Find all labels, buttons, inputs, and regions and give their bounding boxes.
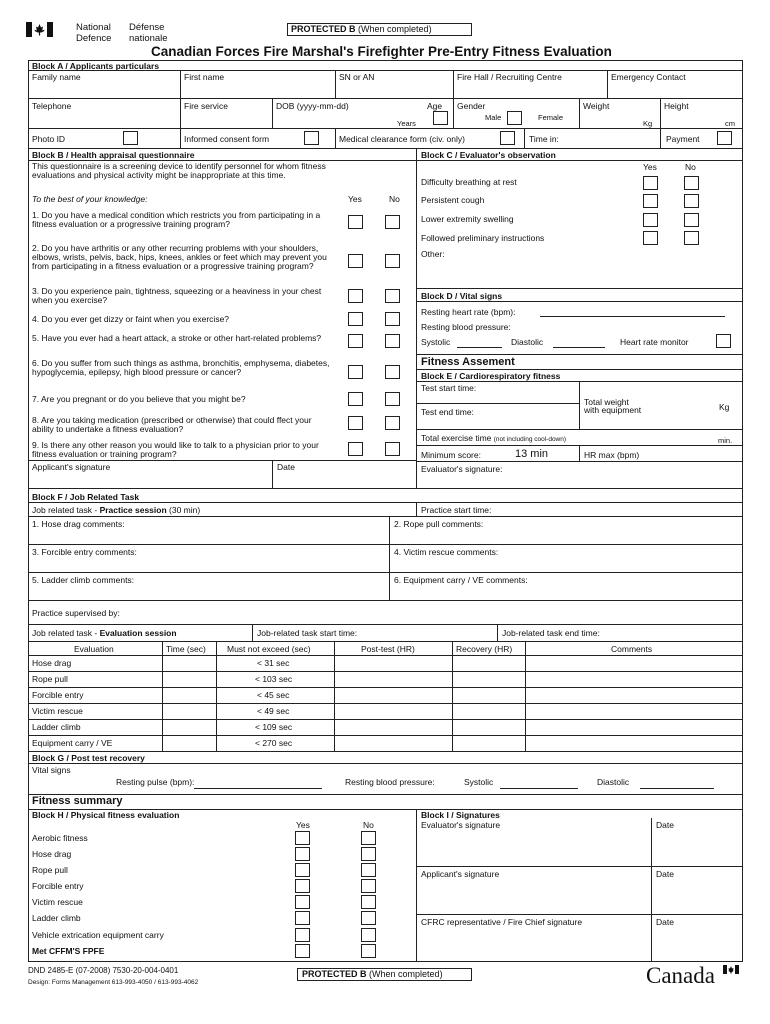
row-equipment-carry: Equipment carry / VE: [32, 738, 113, 748]
vehicle-extrication-yes-checkbox[interactable]: [295, 928, 310, 942]
row-forcible-entry-max: < 45 sec: [257, 690, 290, 700]
summary-hose-drag: Hose drag: [32, 849, 72, 859]
total-weight-kg-label: Kg: [719, 402, 730, 412]
protected-label-top: PROTECTED B (When completed): [291, 24, 432, 34]
block-d-title: Block D / Vital signs: [421, 291, 503, 301]
minimum-score-label: Minimum score:: [421, 450, 481, 460]
obs-instructions-yes-checkbox[interactable]: [643, 231, 658, 245]
summary-rope-pull: Rope pull: [32, 865, 68, 875]
fitness-summary-heading: Fitness summary: [32, 795, 123, 807]
q4-yes-checkbox[interactable]: [348, 312, 363, 326]
form-number: DND 2485-E (07-2008) 7530-20-004-0401: [28, 966, 179, 975]
time-in-label: Time in:: [529, 134, 559, 144]
eval-end-label: Job-related task end time:: [502, 628, 600, 638]
practice-supervised-label: Practice supervised by:: [32, 608, 120, 618]
q2-yes-checkbox[interactable]: [348, 254, 363, 268]
question-1: 1. Do you have a medical condition which restricts you from participating in a fitness evaluation or a progressive training program?: [32, 210, 321, 229]
vehicle-extrication-no-checkbox[interactable]: [361, 928, 376, 942]
met-cffm-no-checkbox[interactable]: [361, 944, 376, 958]
q7-yes-checkbox[interactable]: [348, 392, 363, 406]
forcible-entry-no-checkbox[interactable]: [361, 879, 376, 893]
obs-cough-yes-checkbox[interactable]: [643, 194, 658, 208]
row-hose-drag-max: < 31 sec: [257, 658, 290, 668]
q8-no-checkbox[interactable]: [385, 416, 400, 430]
nationale-label: nationale: [129, 33, 168, 44]
met-cffm-yes-checkbox[interactable]: [295, 944, 310, 958]
male-label: Male: [485, 113, 502, 122]
obs-swelling: Lower extremity swelling: [421, 214, 514, 224]
summary-victim-rescue: Victim rescue: [32, 897, 83, 907]
emergency-contact-label: Emergency Contact: [611, 72, 686, 82]
systolic-label: Systolic: [421, 337, 451, 347]
hose-drag-yes-checkbox[interactable]: [295, 847, 310, 861]
q1-yes-checkbox[interactable]: [348, 215, 363, 229]
block-c-no-header: No: [685, 162, 696, 172]
resting-bp-label: Resting blood pressure:: [421, 322, 511, 332]
total-weight-label: Total weight: [584, 397, 629, 407]
obs-instructions-no-checkbox[interactable]: [684, 231, 699, 245]
total-exercise-min-label: min.: [718, 436, 733, 445]
payment-label: Payment: [666, 134, 700, 144]
row-rope-pull-max: < 103 sec: [255, 674, 293, 684]
q2-no-checkbox[interactable]: [385, 254, 400, 268]
medical-clearance-checkbox[interactable]: [500, 131, 515, 145]
cm-label: cm: [725, 119, 735, 128]
q3-yes-checkbox[interactable]: [348, 289, 363, 303]
female-label: Female: [538, 113, 564, 122]
protected-label-bottom: PROTECTED B (When completed): [302, 969, 443, 979]
question-6: 6. Do you suffer from such things as asthma, bronchitis, emphysema, diabetes, hypoglycemia, epilepsy, high blood pressure or cancer?: [32, 358, 330, 377]
forcible-entry-comments-label: 3. Forcible entry comments:: [32, 547, 137, 557]
fire-service-label: Fire service: [184, 101, 228, 111]
fitness-assessment-heading: Fitness Assement: [421, 356, 515, 368]
cfrc-signature-label: CFRC representative / Fire Chief signature: [421, 917, 583, 927]
aerobic-no-checkbox[interactable]: [361, 831, 376, 845]
block-b-title: Block B / Health appraisal questionnaire: [32, 150, 195, 160]
obs-swelling-yes-checkbox[interactable]: [643, 213, 658, 227]
forcible-entry-yes-checkbox[interactable]: [295, 879, 310, 893]
obs-swelling-no-checkbox[interactable]: [684, 213, 699, 227]
question-4: 4. Do you ever get dizzy or faint when you exercise?: [32, 314, 230, 324]
q7-no-checkbox[interactable]: [385, 392, 400, 406]
obs-breathing: Difficulty breathing at rest: [421, 177, 517, 187]
post-bp-label: Resting blood pressure:: [345, 777, 435, 787]
block-c-yes-header: Yes: [643, 162, 657, 172]
post-systolic-label: Systolic: [464, 777, 494, 787]
practice-session-label: Job related task - Practice session (30 min): [32, 505, 201, 515]
height-label: Height: [664, 101, 689, 111]
kg-label: Kg: [643, 119, 653, 128]
wordmark-flag-icon: [723, 965, 739, 974]
q3-no-checkbox[interactable]: [385, 289, 400, 303]
summary-ladder-climb: Ladder climb: [32, 913, 81, 923]
col-comments: Comments: [611, 644, 653, 654]
applicant-signature-label: Applicant's signature: [32, 462, 111, 472]
page-title: Canadian Forces Fire Marshal's Firefighter Pre-Entry Fitness Evaluation: [151, 44, 612, 59]
question-3: 3. Do you experience pain, tightness, squeezing or a heaviness in your chest when you exercise?: [32, 286, 322, 305]
question-2: 2. Do you have arthritis or any other recurring problems with your shoulders, elbows, wrists, pelvis, back, hips, knees, ankles or feet which may prevent you from participating in a fitness evaluation or a progressive training program?: [32, 243, 327, 271]
block-b-no-header: No: [389, 194, 400, 204]
row-hose-drag: Hose drag: [32, 658, 72, 668]
obs-breathing-yes-checkbox[interactable]: [643, 176, 658, 190]
best-knowledge-label: To the best of your knowledge:: [32, 194, 148, 204]
col-evaluation: Evaluation: [74, 644, 114, 654]
col-post-test: Post-test (HR): [361, 644, 415, 654]
hose-drag-no-checkbox[interactable]: [361, 847, 376, 861]
vital-signs-label: Vital signs: [32, 765, 71, 775]
fire-hall-label: Fire Hall / Recruiting Centre: [457, 72, 562, 82]
summary-vehicle-extrication: Vehicle extrication equipment carry: [32, 930, 164, 940]
victim-rescue-comments-label: 4. Victim rescue comments:: [394, 547, 499, 557]
row-victim-rescue: Victim rescue: [32, 706, 83, 716]
q6-yes-checkbox[interactable]: [348, 365, 363, 379]
photo-id-label: Photo ID: [32, 134, 66, 144]
question-5: 5. Have you ever had a heart attack, a stroke or other hart-related problems?: [32, 333, 322, 343]
aerobic-yes-checkbox[interactable]: [295, 831, 310, 845]
age-label: Age: [427, 101, 443, 111]
practice-start-label: Practice start time:: [421, 505, 492, 515]
q6-no-checkbox[interactable]: [385, 365, 400, 379]
canada-wordmark: Canada: [646, 963, 715, 988]
sn-label: SN or AN: [339, 72, 375, 82]
applicant-date-label: Date: [277, 462, 295, 472]
q8-yes-checkbox[interactable]: [348, 416, 363, 430]
row-rope-pull: Rope pull: [32, 674, 68, 684]
block-b-intro: This questionnaire is a screening device to identify personnel for whom fitness evaluations and physical activity might be inappropriate at this time.: [32, 161, 326, 180]
summary-aerobic: Aerobic fitness: [32, 833, 88, 843]
row-forcible-entry: Forcible entry: [32, 690, 84, 700]
resting-pulse-label: Resting pulse (bpm):: [116, 777, 195, 787]
block-a-title: Block A / Applicants particulars: [32, 61, 160, 71]
rope-pull-comments-label: 2. Rope pull comments:: [394, 519, 484, 529]
q5-yes-checkbox[interactable]: [348, 334, 363, 348]
test-end-label: Test end time:: [421, 407, 474, 417]
consent-form-checkbox[interactable]: [304, 131, 319, 145]
evaluator-date-label: Date: [656, 820, 674, 830]
col-recovery: Recovery (HR): [456, 644, 513, 654]
defence-label: Defence: [76, 33, 112, 44]
applicant-final-signature-label: Applicant's signature: [421, 869, 500, 879]
cfrc-date-label: Date: [656, 917, 674, 927]
block-b-yes-header: Yes: [348, 194, 362, 204]
eval-start-label: Job-related task start time:: [257, 628, 358, 638]
family-name-label: Family name: [32, 72, 81, 82]
medical-clearance-label: Medical clearance form (civ. only): [339, 134, 465, 144]
summary-forcible-entry: Forcible entry: [32, 881, 84, 891]
diastolic-label: Diastolic: [511, 337, 544, 347]
years-label: Years: [397, 119, 416, 128]
row-ladder-climb-max: < 109 sec: [255, 722, 293, 732]
total-exercise-label: Total exercise time (not including cool-down): [421, 433, 567, 443]
q5-no-checkbox[interactable]: [385, 334, 400, 348]
col-time: Time (sec): [166, 644, 206, 654]
ladder-climb-yes-checkbox[interactable]: [295, 911, 310, 925]
canada-flag-icon: [26, 22, 53, 37]
female-checkbox[interactable]: [507, 111, 522, 125]
block-g-title: Block G / Post test recovery: [32, 753, 145, 763]
summary-yes-header: Yes: [296, 820, 310, 830]
payment-checkbox[interactable]: [717, 131, 732, 145]
national-label: National: [76, 22, 111, 33]
applicant-final-date-label: Date: [656, 869, 674, 879]
test-start-label: Test start time:: [421, 383, 477, 393]
evaluator-signature-label: Evaluator's signature:: [421, 464, 503, 474]
q4-no-checkbox[interactable]: [385, 312, 400, 326]
hr-monitor-checkbox[interactable]: [716, 334, 731, 348]
question-8: 8. Are you taking medication (prescribed or otherwise) that could ffect your ability to undertake a fitness evaluation?: [32, 415, 312, 434]
equipment-carry-comments-label: 6. Equipment carry / VE comments:: [394, 575, 528, 585]
hr-max-label: HR max (bpm): [584, 450, 640, 460]
evaluation-session-label: Job related task - Evaluation session: [32, 628, 177, 638]
block-e-title: Block E / Cardiorespiratory fitness: [421, 371, 561, 381]
hose-drag-comments-label: 1. Hose drag comments:: [32, 519, 125, 529]
row-ladder-climb: Ladder climb: [32, 722, 81, 732]
minimum-score-value: 13 min: [515, 448, 549, 460]
q9-yes-checkbox[interactable]: [348, 442, 363, 456]
rope-pull-no-checkbox[interactable]: [361, 863, 376, 877]
obs-breathing-no-checkbox[interactable]: [684, 176, 699, 190]
q1-no-checkbox[interactable]: [385, 215, 400, 229]
obs-cough-no-checkbox[interactable]: [684, 194, 699, 208]
male-checkbox[interactable]: [433, 111, 448, 125]
summary-no-header: No: [363, 820, 374, 830]
evaluator-final-signature-label: Evaluator's signature: [421, 820, 501, 830]
defense-label: Défense: [129, 22, 165, 33]
q9-no-checkbox[interactable]: [385, 442, 400, 456]
weight-label: Weight: [583, 101, 610, 111]
obs-cough: Persistent cough: [421, 195, 485, 205]
question-7: 7. Are you pregnant or do you believe that you might be?: [32, 394, 246, 404]
first-name-label: First name: [184, 72, 225, 82]
block-i-title: Block I / Signatures: [421, 810, 500, 820]
post-diastolic-label: Diastolic: [597, 777, 630, 787]
obs-instructions: Followed preliminary instructions: [421, 233, 545, 243]
photo-id-checkbox[interactable]: [123, 131, 138, 145]
ladder-climb-comments-label: 5. Ladder climb comments:: [32, 575, 135, 585]
rope-pull-yes-checkbox[interactable]: [295, 863, 310, 877]
question-9: 9. Is there any other reason you would like to talk to a physician prior to your fitness evaluation or training program?: [32, 440, 319, 459]
row-equipment-carry-max: < 270 sec: [255, 738, 293, 748]
dob-label: DOB (yyyy-mm-dd): [276, 101, 349, 111]
consent-form-label: Informed consent form: [184, 134, 270, 144]
block-c-title: Block C / Evaluator's observation: [421, 150, 556, 160]
col-must-not-exceed: Must not exceed (sec): [227, 644, 311, 654]
met-cffm-label: Met CFFM'S FPFE: [32, 946, 105, 956]
hr-monitor-label: Heart rate monitor: [620, 337, 689, 347]
block-f-title: Block F / Job Related Task: [32, 492, 140, 502]
victim-rescue-yes-checkbox[interactable]: [295, 895, 310, 909]
design-credit: Design: Forms Management 613-993-4050 / 613-993-4062: [28, 979, 199, 986]
gender-label: Gender: [457, 101, 486, 111]
row-victim-rescue-max: < 49 sec: [257, 706, 290, 716]
block-h-title: Block H / Physical fitness evaluation: [32, 810, 180, 820]
victim-rescue-no-checkbox[interactable]: [361, 895, 376, 909]
resting-hr-label: Resting heart rate (bpm):: [421, 307, 516, 317]
ladder-climb-no-checkbox[interactable]: [361, 911, 376, 925]
telephone-label: Telephone: [32, 101, 72, 111]
with-equipment-label: with equipment: [584, 405, 642, 415]
obs-other-label: Other:: [421, 249, 445, 259]
